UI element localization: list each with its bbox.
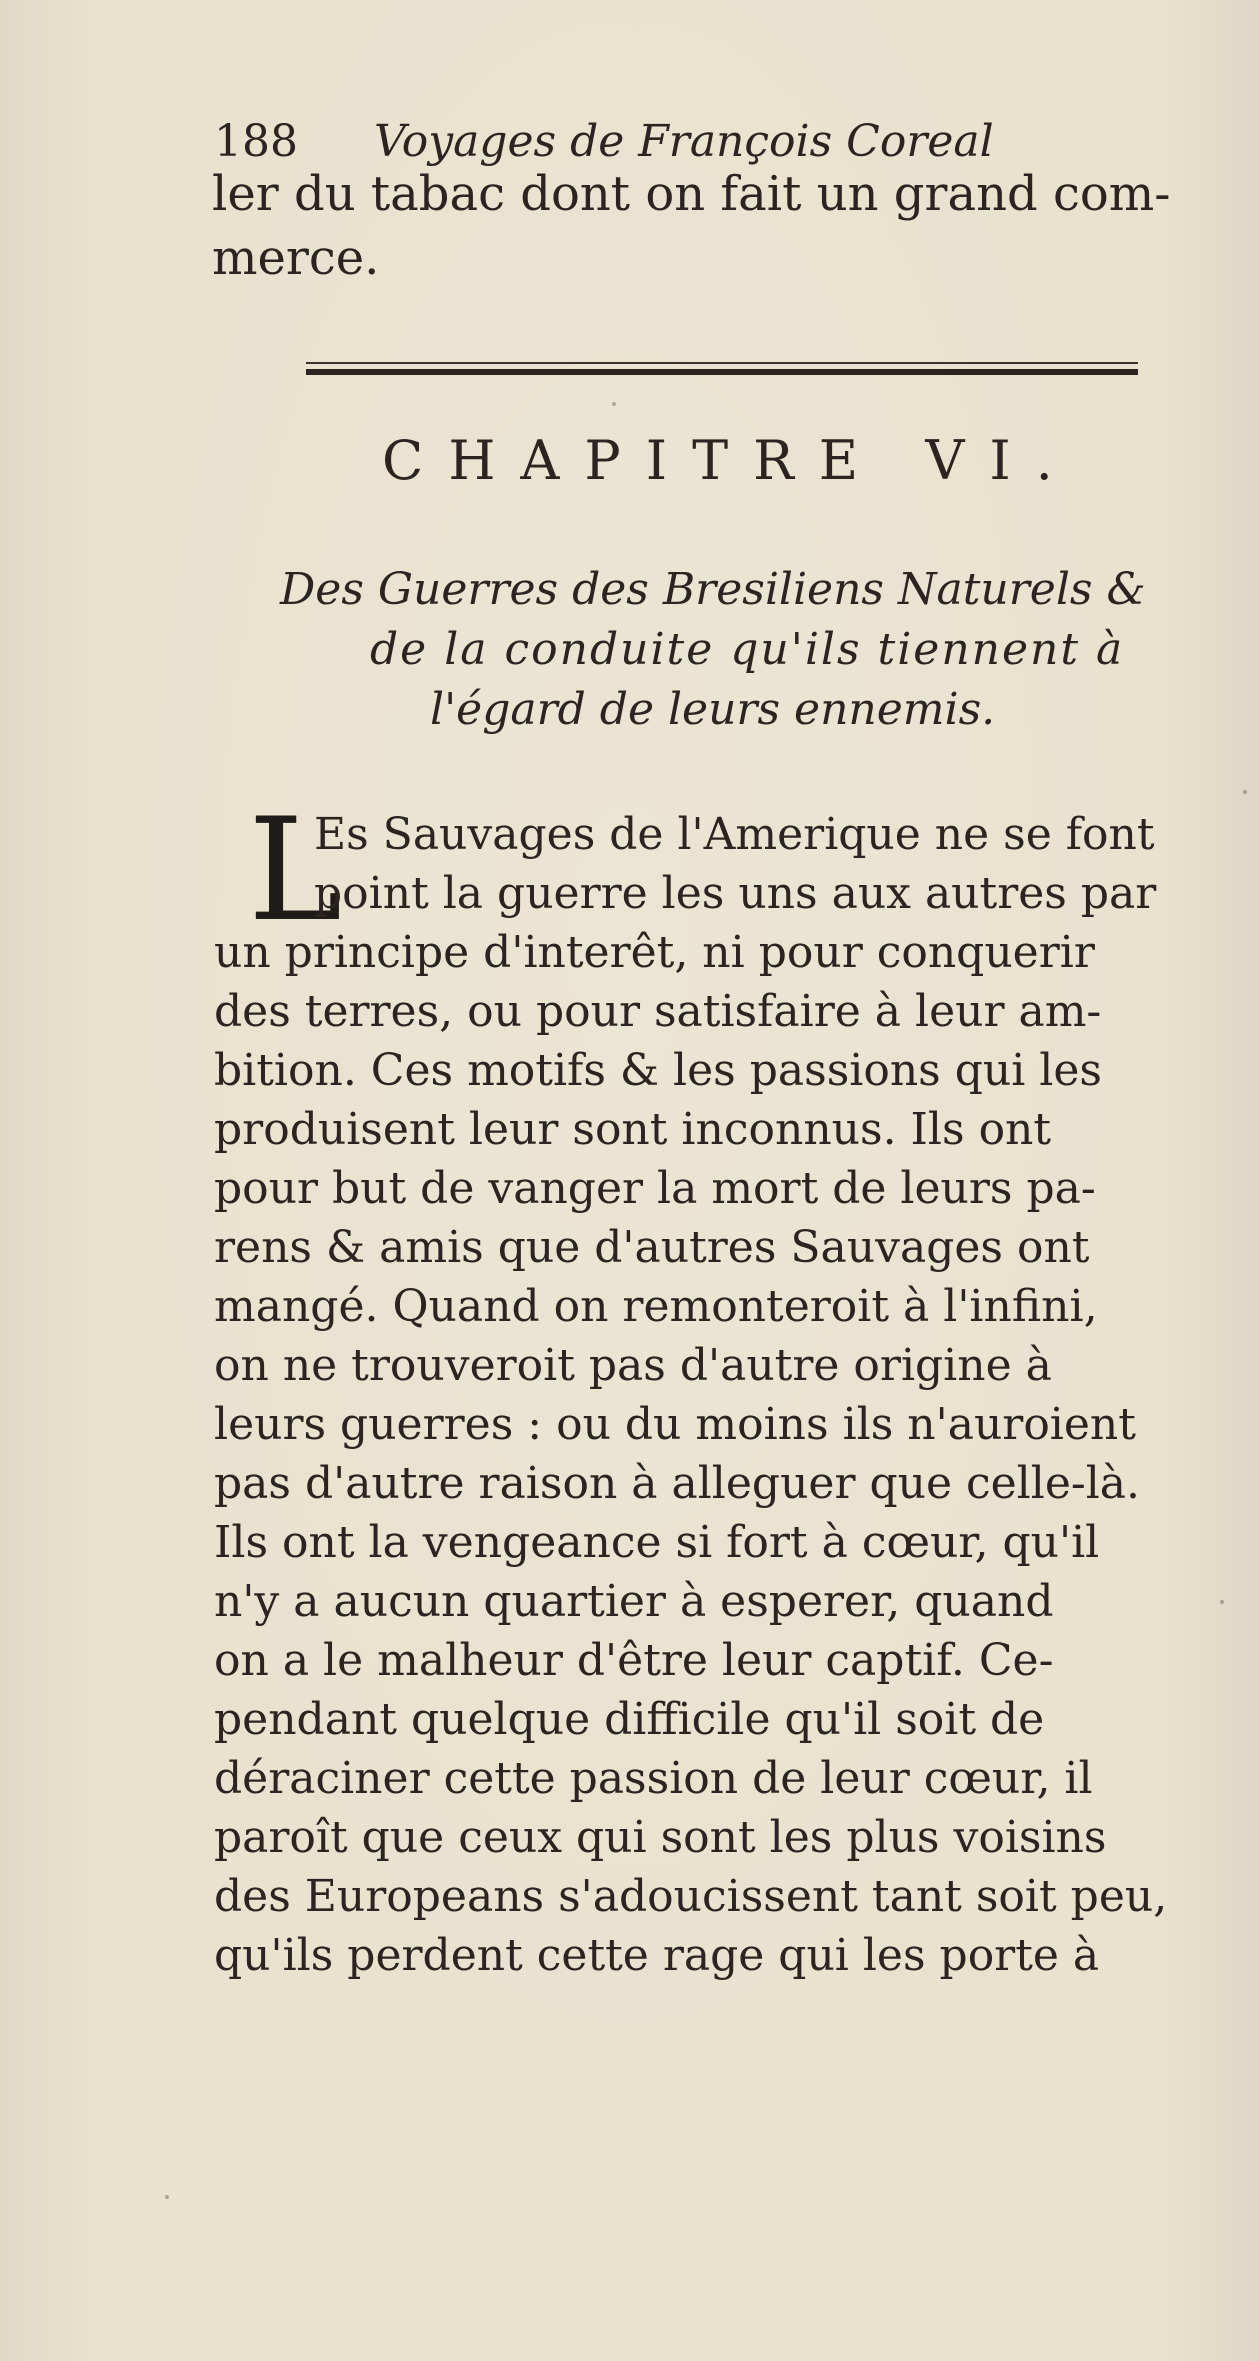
text-line: paroît que ceux qui sont les plus voisins xyxy=(214,1812,1107,1863)
text-line: pas d'autre raison à alleguer que celle-là. xyxy=(214,1458,1141,1509)
text-line: on ne trouveroit pas d'autre origine à xyxy=(214,1340,1052,1391)
text-line: produisent leur sont inconnus. Ils ont xyxy=(214,1104,1052,1155)
text-line: leurs guerres : ou du moins ils n'auroient xyxy=(214,1399,1136,1450)
subtitle-line: l'égard de leurs ennemis. xyxy=(430,684,996,735)
text-line: n'y a aucun quartier à esperer, quand xyxy=(214,1576,1054,1627)
text-line: pour but de vanger la mort de leurs pa- xyxy=(214,1163,1096,1214)
text-line: Ils ont la vengeance si fort à cœur, qu'il xyxy=(214,1517,1100,1568)
text-line: un principe d'interêt, ni pour conquerir xyxy=(214,927,1095,978)
text-line: des terres, ou pour satisfaire à leur am- xyxy=(214,986,1102,1037)
page-number: 188 xyxy=(214,116,298,167)
text-line: des Europeans s'adoucissent tant soit peu, xyxy=(214,1871,1168,1922)
chapter-title: CHAPITRE VI. xyxy=(382,429,1078,492)
text-line: merce. xyxy=(212,230,380,286)
text-line: rens & amis que d'autres Sauvages ont xyxy=(214,1222,1090,1273)
subtitle-line: Des Guerres des Bresiliens Naturels & xyxy=(280,564,1146,615)
text-line: on a le malheur d'être leur captif. Ce- xyxy=(214,1635,1054,1686)
continued-paragraph xyxy=(212,162,1222,290)
text-line: ler du tabac dont on fait un grand com- xyxy=(212,166,1171,222)
body-paragraph xyxy=(214,805,1224,1985)
running-title: Voyages de François Coreal xyxy=(373,116,994,167)
text-line: mangé. Quand on remonteroit à l'infini, xyxy=(214,1281,1098,1332)
text-line: Es Sauvages de l'Amerique ne se font xyxy=(314,809,1155,860)
text-line: pendant quelque difficile qu'il soit de xyxy=(214,1694,1045,1745)
text-line: déraciner cette passion de leur cœur, il xyxy=(214,1753,1093,1804)
subtitle-line: de la conduite qu'ils tiennent à xyxy=(370,624,1125,675)
text-line: point la guerre les uns aux autres par xyxy=(314,868,1157,919)
text-line: bition. Ces motifs & les passions qui les xyxy=(214,1045,1102,1096)
drop-cap: L xyxy=(248,788,343,953)
text-line: qu'ils perdent cette rage qui les porte à xyxy=(214,1930,1100,1981)
chapter-subtitle xyxy=(250,560,1230,740)
